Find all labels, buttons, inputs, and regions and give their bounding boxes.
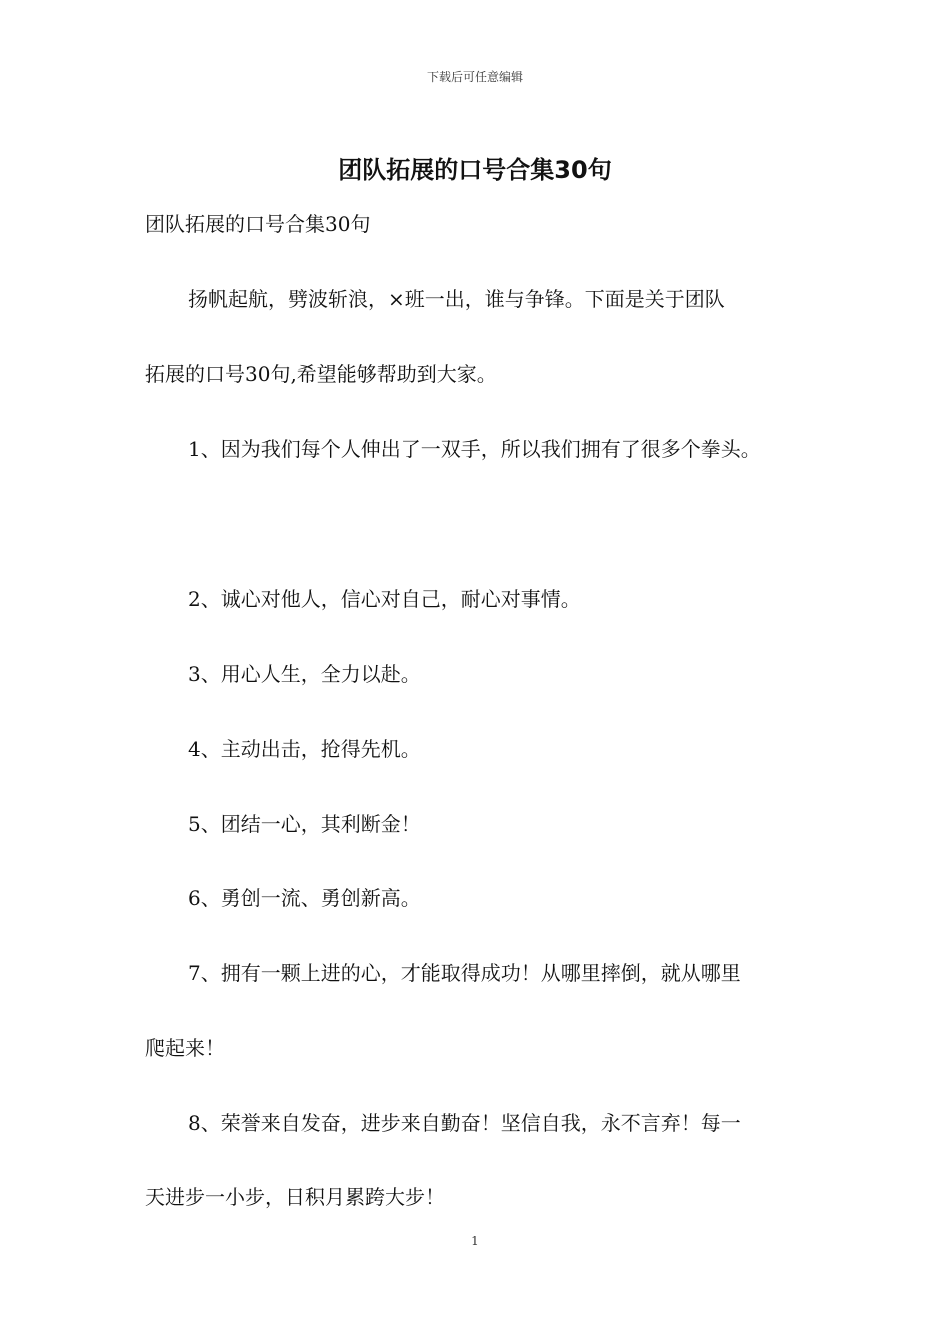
slogan-item-3: 3、用心人生，全力以赴。	[188, 662, 421, 686]
intro-line-2: 拓展的口号30句,希望能够帮助到大家。	[145, 362, 497, 386]
header-note: 下载后可任意编辑	[426, 70, 523, 84]
slogan-item-5: 5、团结一心，其利断金！	[188, 812, 421, 836]
slogan-item-7-continued: 爬起来！	[145, 1036, 225, 1060]
intro-line-1: 扬帆起航，劈波斩浪，×班一出，谁与争锋。下面是关于团队	[188, 287, 725, 311]
slogan-item-8-continued: 天进步一小步，日积月累跨大步！	[145, 1185, 445, 1209]
slogan-item-1: 1、因为我们每个人伸出了一双手，所以我们拥有了很多个拳头。	[188, 437, 761, 461]
document-title: 团队拓展的口号合集30句	[338, 156, 612, 184]
slogan-item-7: 7、拥有一颗上进的心，才能取得成功！从哪里摔倒，就从哪里	[188, 961, 741, 985]
slogan-item-6: 6、勇创一流、勇创新高。	[188, 886, 421, 910]
slogan-item-8: 8、荣誉来自发奋，进步来自勤奋！坚信自我，永不言弃！每一	[188, 1111, 741, 1135]
slogan-item-2: 2、诚心对他人，信心对自己，耐心对事情。	[188, 587, 581, 611]
document-subtitle: 团队拓展的口号合集30句	[145, 212, 371, 236]
page-number: 1	[471, 1234, 479, 1248]
slogan-item-4: 4、主动出击，抢得先机。	[188, 737, 421, 761]
